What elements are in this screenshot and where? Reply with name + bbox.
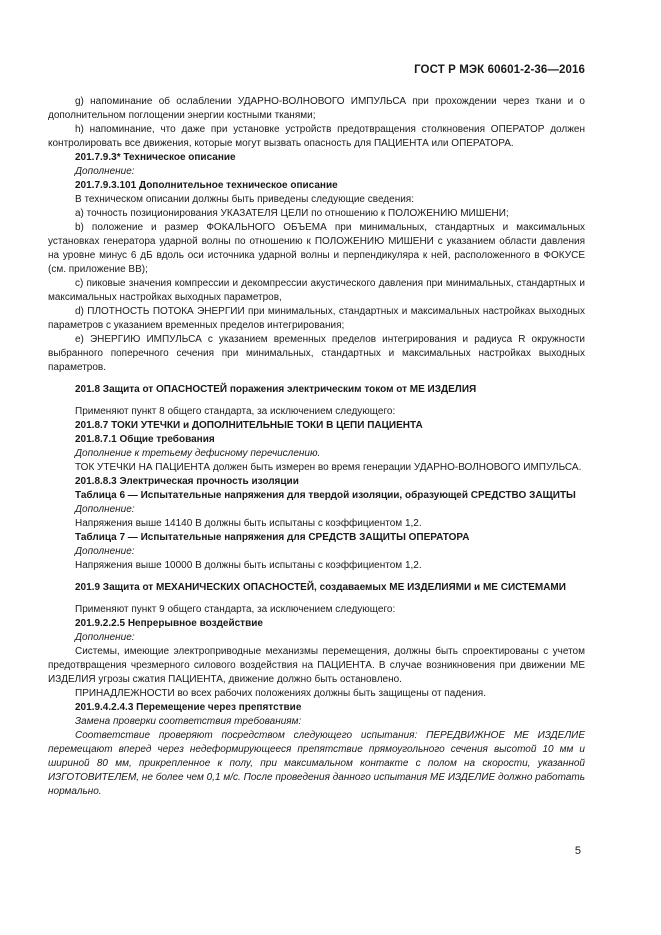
section-heading: 201.7.9.3.101 Дополнительное техническое описание	[75, 180, 338, 191]
paragraph: c) пиковые значения компрессии и декомпрессии акустического давления при минимальных, стандартных и максимальных настройках выходных параметров,	[48, 278, 585, 303]
paragraph-spacer	[48, 397, 585, 405]
paragraph: Применяют пункт 8 общего стандарта, за исключением следующего:	[75, 406, 396, 417]
paragraph: ПРИНАДЛЕЖНОСТИ во всех рабочих положениях должны быть защищены от падения.	[75, 688, 486, 699]
paragraph: Соответствие проверяют посредством следующего испытания: ПЕРЕДВИЖНОЕ МЕ ИЗДЕЛИЕ перемещают вперед через недеформирующееся препятствие прямоугольного сечения высотой 10 мм и шириной 80 мм, прикрепленное к полу, при максимальном контакте с полом на скорости, указанной ИЗГОТОВИТЕЛЕМ, не более чем 0,1 м/с. После проведения данного испытания МЕ ИЗДЕЛИЕ должно работать нормально.	[48, 730, 585, 797]
paragraph: a) точность позиционирования УКАЗАТЕЛЯ ЦЕЛИ по отношению к ПОЛОЖЕНИЮ МИШЕНИ;	[75, 208, 509, 219]
page-number: 5	[574, 845, 581, 857]
paragraph: Дополнение:	[75, 546, 135, 557]
paragraph: В техническом описании должны быть приведены следующие сведения:	[75, 194, 415, 205]
section-heading: Таблица 6 — Испытательные напряжения для твердой изоляции, образующей СРЕДСТВО ЗАЩИТЫ	[75, 490, 576, 501]
section-heading: 201.8.7.1 Общие требования	[75, 434, 215, 445]
paragraph: Дополнение:	[75, 504, 135, 515]
paragraph: Дополнение:	[75, 632, 135, 643]
paragraph-spacer	[48, 573, 585, 581]
paragraph: d) ПЛОТНОСТЬ ПОТОКА ЭНЕРГИИ при минимальных, стандартных и максимальных настройках выходных параметров с указанием временных пределов интегрирования;	[48, 306, 585, 331]
document-body	[48, 95, 585, 799]
paragraph: b) положение и размер ФОКАЛЬНОГО ОБЪЕМА при минимальных, стандартных и максимальных установках генератора ударной волны по отношению к ПОЛОЖЕНИЮ МИШЕНИ с указанием области давления на уровне минус 6 дБ вдоль оси источника ударной волны и перпендикуляра к ней, расположенного в ФОКУСЕ (см. приложение ВВ);	[48, 222, 585, 275]
section-heading: 201.8.7 ТОКИ УТЕЧКИ и ДОПОЛНИТЕЛЬНЫЕ ТОКИ В ЦЕПИ ПАЦИЕНТА	[75, 420, 423, 431]
section-heading: 201.9 Защита от МЕХАНИЧЕСКИХ ОПАСНОСТЕЙ, создаваемых МЕ ИЗДЕЛИЯМИ и МЕ СИСТЕМАМИ	[75, 582, 566, 593]
section-heading: 201.9.4.2.4.3 Перемещение через препятствие	[75, 702, 302, 713]
paragraph: Применяют пункт 9 общего стандарта, за исключением следующего:	[75, 604, 396, 615]
paragraph-spacer	[48, 375, 585, 383]
section-heading: 201.8.8.3 Электрическая прочность изоляции	[75, 476, 299, 487]
paragraph: ТОК УТЕЧКИ НА ПАЦИЕНТА должен быть измерен во время генерации УДАРНО-ВОЛНОВОГО ИМПУЛЬСА.	[75, 462, 582, 473]
section-heading: 201.7.9.3* Техническое описание	[75, 152, 236, 163]
paragraph: Замена проверки соответствия требованиям:	[75, 716, 302, 727]
paragraph: Дополнение:	[75, 166, 135, 177]
document-header: ГОСТ Р МЭК 60601-2-36—2016	[414, 64, 585, 76]
section-heading: 201.9.2.2.5 Непрерывное воздействие	[75, 618, 263, 629]
paragraph: Системы, имеющие электроприводные механизмы перемещения, должны быть спроектированы с учетом предотвращения чрезмерного силового воздействия на ПАЦИЕНТА. В случае возникновения при движении МЕ ИЗДЕЛИЯ угрозы сжатия ПАЦИЕНТА, движение должно быть остановлено.	[48, 646, 585, 685]
section-heading: 201.8 Защита от ОПАСНОСТЕЙ поражения электрическим током от МЕ ИЗДЕЛИЯ	[75, 384, 477, 395]
paragraph: Напряжения выше 10000 В должны быть испытаны с коэффициентом 1,2.	[75, 560, 422, 571]
paragraph: e) ЭНЕРГИЮ ИМПУЛЬСА с указанием временных пределов интегрирования и радиуса R окружности выбранного поперечного сечения при минимальных, стандартных и максимальных настройках выходных параметров.	[48, 334, 585, 373]
paragraph-spacer	[48, 595, 585, 603]
paragraph: h) напоминание, что даже при установке устройств предотвращения столкновения ОПЕРАТОР должен контролировать все движения, которые могут вызвать опасность для ПАЦИЕНТА или ОПЕРАТОРА.	[48, 124, 585, 149]
paragraph: g) напоминание об ослаблении УДАРНО-ВОЛНОВОГО ИМПУЛЬСА при прохождении через ткани и о дополнительном поглощении энергии костными тканями;	[48, 96, 585, 121]
section-heading: Таблица 7 — Испытательные напряжения для СРЕДСТВ ЗАЩИТЫ ОПЕРАТОРА	[75, 532, 470, 543]
paragraph: Дополнение к третьему дефисному перечислению.	[75, 448, 321, 459]
paragraph: Напряжения выше 14140 В должны быть испытаны с коэффициентом 1,2.	[75, 518, 422, 529]
